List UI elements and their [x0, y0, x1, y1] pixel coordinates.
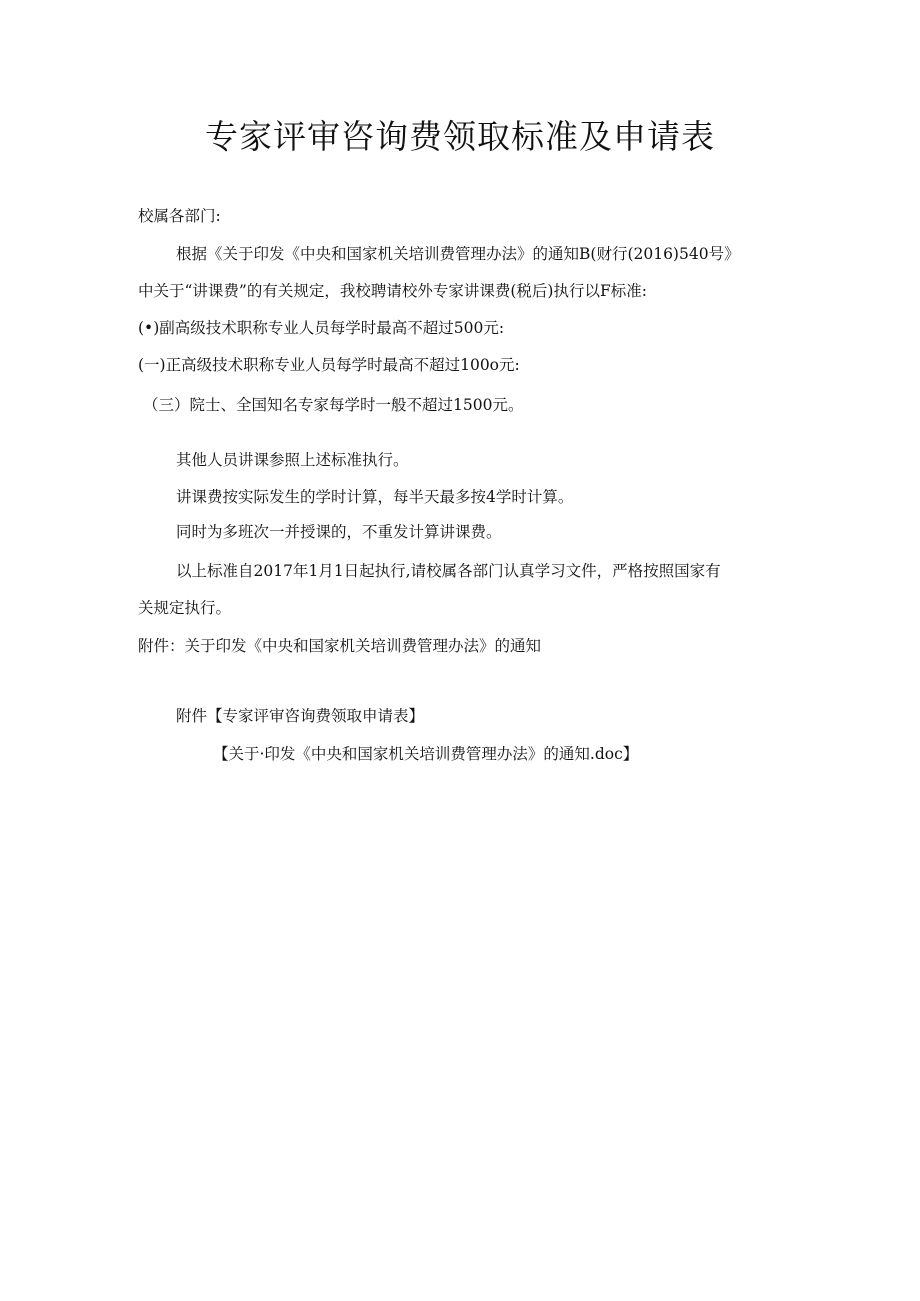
note-hour-calculation: 讲课费按实际发生的学时计算，每半天最多按4学时计算。 — [176, 488, 574, 506]
note-multi-class: 同时为多班次一并授课的，不重发计算讲课费。 — [176, 523, 502, 541]
paragraph-intro-line-2: 中关于“讲课费”的有关规定，我校聘请校外专家讲课费(税后)执行以F标准: — [138, 282, 647, 300]
document-title: 专家评审咨询费领取标准及申请表 — [205, 117, 715, 156]
fee-standard-item-2: (一)正高级技术职称专业人员每学时最高不超过100o元: — [138, 356, 520, 374]
attachment-note: 附件：关于印发《中央和国家机关培训费管理办法》的通知 — [138, 637, 542, 655]
attachment-link-notice-doc[interactable]: 【关于·印发《中央和国家机关培训费管理办法》的通知.doc】 — [213, 745, 639, 763]
note-other-personnel: 其他人员讲课参照上述标准执行。 — [176, 451, 409, 469]
paragraph-intro-line-1: 根据《关于印发《中央和国家机关培训费管理办法》的通知B(财行(2016)540号》 — [176, 245, 740, 263]
effective-date-line-1: 以上标准自2017年1月1日起执行,请校属各部门认真学习文件，严格按照国家有 — [176, 562, 721, 580]
fee-standard-item-1: (•)副高级技术职称专业人员每学时最高不超过500元: — [138, 319, 505, 337]
fee-standard-item-3: （三）院士、全国知名专家每学时一般不超过1500元。 — [143, 396, 524, 414]
attachment-link-application-form[interactable]: 附件【专家评审咨询费领取申请表】 — [176, 707, 425, 725]
salutation: 校属各部门: — [138, 207, 221, 225]
effective-date-line-2: 关规定执行。 — [138, 599, 232, 617]
